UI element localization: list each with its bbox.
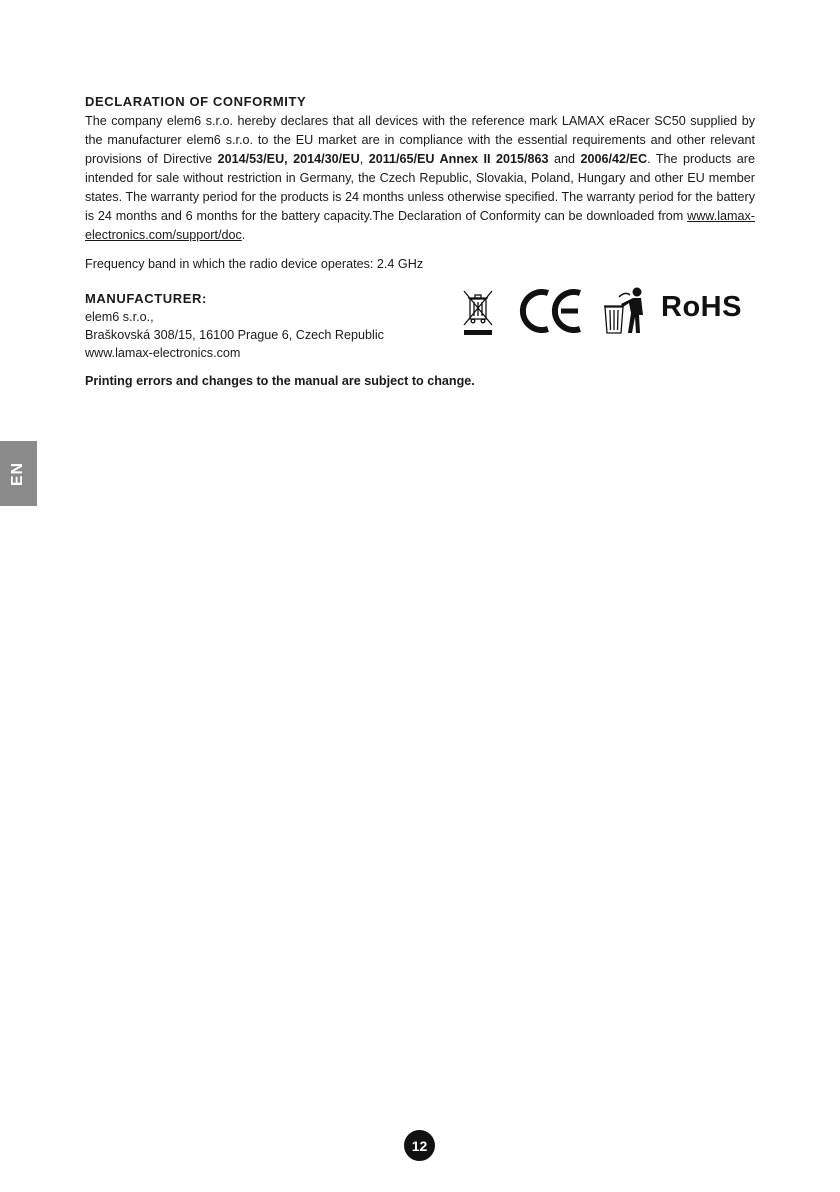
- manufacturer-website: www.lamax-electronics.com: [85, 346, 241, 360]
- directive-b: 2011/65/EU Annex II 2015/863: [368, 152, 549, 166]
- manufacturer-heading: MANUFACTURER:: [85, 291, 207, 306]
- directive-a: 2014/53/EU, 2014/30/EU: [217, 152, 360, 166]
- manufacturer-section: [85, 291, 755, 369]
- and-text: and: [548, 152, 581, 166]
- declaration-paragraph: [85, 112, 755, 245]
- manufacturer-address: Braškovská 308/15, 16100 Prague 6, Czech Republic: [85, 328, 384, 342]
- printing-errors-note: Printing errors and changes to the manual are subject to change.: [85, 374, 475, 388]
- ce-mark-icon: [518, 289, 584, 333]
- declaration-heading: DECLARATION OF CONFORMITY: [85, 94, 307, 109]
- weee-crossed-bin-icon: [461, 287, 495, 339]
- doc-download-link[interactable]: www.lamax-electronics.com/support/doc: [85, 209, 755, 242]
- directive-c: 2006/42/EC: [580, 152, 648, 166]
- frequency-text: Frequency band in which the radio device operates: 2.4 GHz: [85, 257, 424, 271]
- rohs-logo: RoHS: [661, 291, 742, 323]
- manufacturer-name: elem6 s.r.o.,: [85, 310, 154, 324]
- declaration-text-2: . The products are intended for sale without restriction in Germany, the Czech Republic, Slovakia, Poland, Hungary and other EU member states. The warranty period for the products is 24 months unless otherwise specified. The warranty period for the battery is 24 months and 6 months for the battery capacity.The Declaration of Conformity can be downloaded from: [85, 152, 756, 223]
- period: .: [241, 228, 246, 242]
- language-tab: [0, 441, 37, 506]
- separator: ,: [359, 152, 369, 166]
- tidyman-recycle-icon: [603, 285, 647, 337]
- language-tab-label: EN: [9, 461, 27, 486]
- declaration-text-1: The company elem6 s.r.o. hereby declares that all devices with the reference mark LAMAX eRacer SC50 supplied by the manufacturer elem6 s.r.o. to the EU market are in compliance with the essential requirements and other relevant provisions of Directive: [85, 114, 755, 166]
- certification-logos: [461, 287, 757, 339]
- page-number: 12: [404, 1130, 435, 1161]
- page-content: [85, 94, 755, 388]
